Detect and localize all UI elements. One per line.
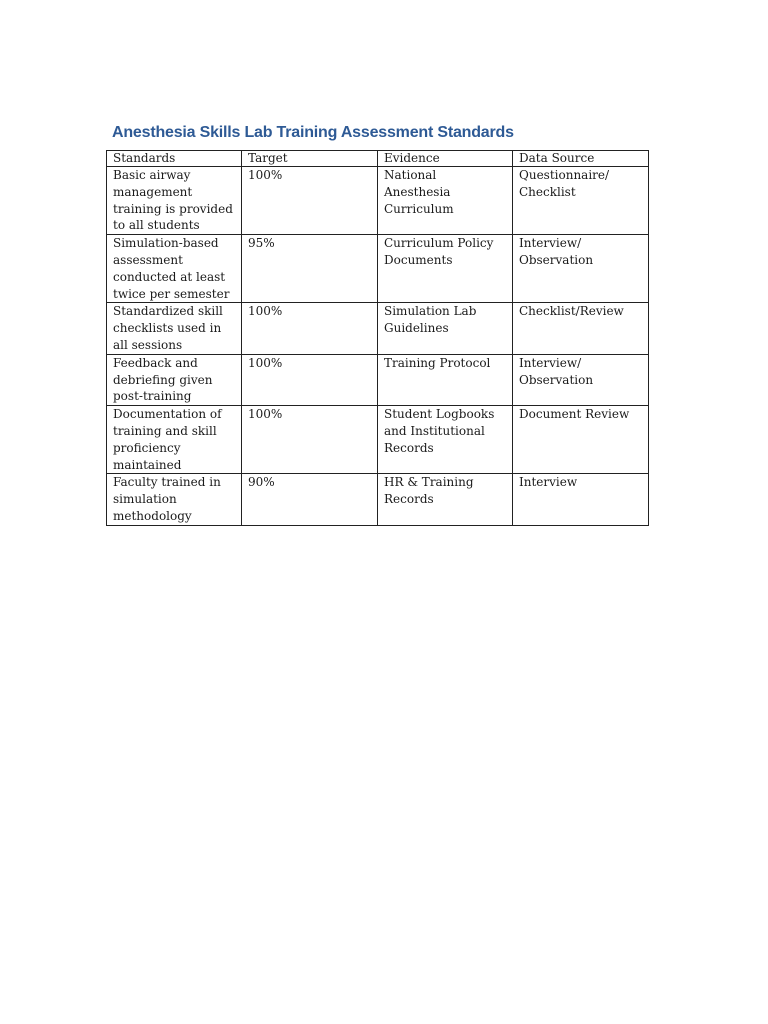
cell-data-source: Interview/ Observation — [513, 235, 649, 303]
header-cell-evidence: Evidence — [378, 151, 513, 167]
cell-standard: Feedback and debriefing given post-training — [107, 354, 242, 405]
cell-evidence: Simulation Lab Guidelines — [378, 303, 513, 354]
cell-data-source: Questionnaire/ Checklist — [513, 167, 649, 235]
table-row — [107, 354, 649, 405]
cell-standard: Faculty trained in simulation methodology — [107, 474, 242, 525]
cell-evidence: National Anesthesia Curriculum — [378, 167, 513, 235]
cell-target: 100% — [242, 303, 378, 354]
cell-evidence: Curriculum Policy Documents — [378, 235, 513, 303]
cell-standard: Standardized skill checklists used in all sessions — [107, 303, 242, 354]
cell-standard: Documentation of training and skill proficiency maintained — [107, 406, 242, 474]
cell-target: 100% — [242, 167, 378, 235]
cell-evidence: HR & Training Records — [378, 474, 513, 525]
cell-data-source: Document Review — [513, 406, 649, 474]
cell-target: 95% — [242, 235, 378, 303]
table-row — [107, 406, 649, 474]
standards-table — [106, 150, 649, 526]
cell-standard: Simulation-based assessment conducted at least twice per semester — [107, 235, 242, 303]
page-title: Anesthesia Skills Lab Training Assessment Standards — [112, 124, 514, 141]
header-cell-target: Target — [242, 151, 378, 167]
cell-evidence: Student Logbooks and Institutional Records — [378, 406, 513, 474]
cell-evidence: Training Protocol — [378, 354, 513, 405]
table-row — [107, 167, 649, 235]
header-cell-standards: Standards — [107, 151, 242, 167]
cell-data-source: Interview — [513, 474, 649, 525]
cell-target: 90% — [242, 474, 378, 525]
table-row — [107, 303, 649, 354]
cell-target: 100% — [242, 354, 378, 405]
table-row — [107, 235, 649, 303]
cell-data-source: Checklist/Review — [513, 303, 649, 354]
table-header-row — [107, 151, 649, 167]
cell-standard: Basic airway management training is provided to all students — [107, 167, 242, 235]
cell-data-source: Interview/ Observation — [513, 354, 649, 405]
cell-target: 100% — [242, 406, 378, 474]
header-cell-data-source: Data Source — [513, 151, 649, 167]
table-row — [107, 474, 649, 525]
